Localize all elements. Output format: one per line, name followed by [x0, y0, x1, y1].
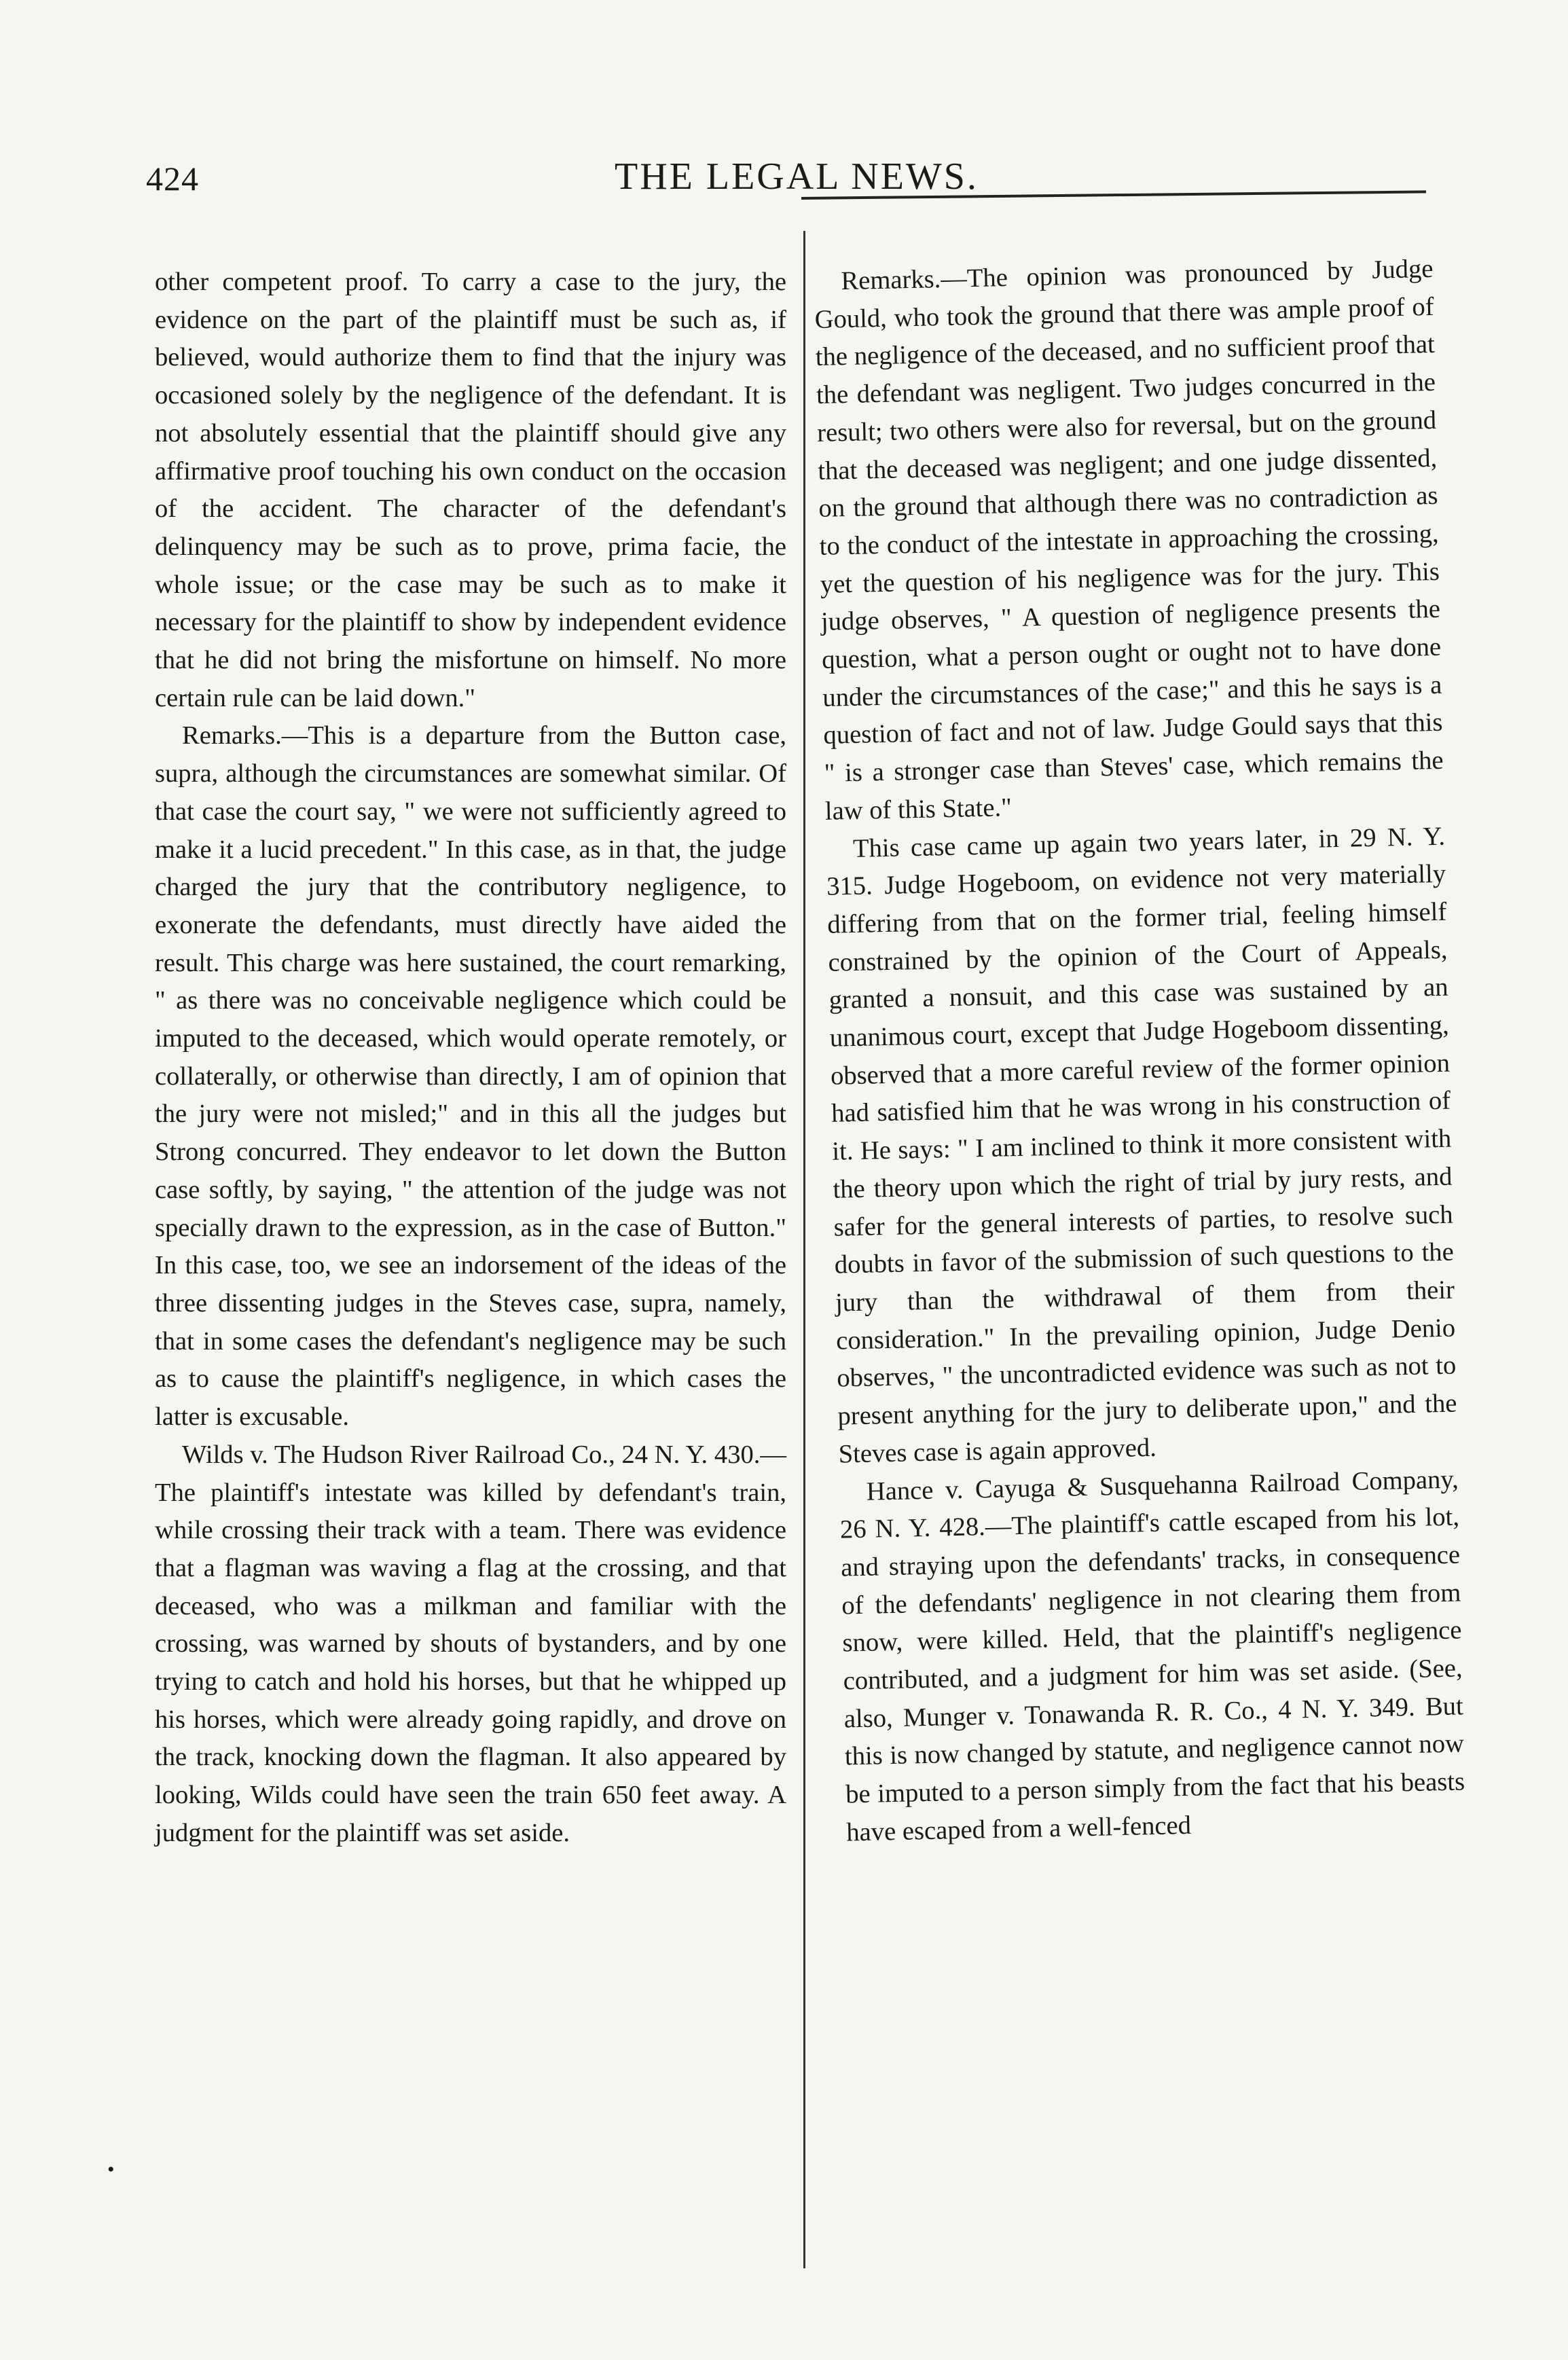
right-column	[814, 251, 1466, 1852]
page-header	[146, 155, 1429, 209]
right-paragraph-2: This case came up again two years later, in 29 N. Y. 315. Judge Hogeboom, on evidence not very materially differing from that on the former trial, feeling himself constrained by the opinion of the Court of Appeals, granted a nonsuit, and this case was sustained by an unanimous court, except that Judge Hogeboom dissenting, observed that a more careful review of the former opinion had satisfied him that he was wrong in his construction of it. He says: " I am inclined to think it more consistent with the theory upon which the right of trial by jury rests, and safer for the general interests of parties, to resolve such doubts in favor of the submission of such questions to the jury than the withdrawal of them from their consideration." In the prevailing opinion, Judge Denio observes, " the uncontradicted evidence was such as not to present anything for the jury to deliberate upon," and the Steves case is again approved.	[826, 822, 1457, 1469]
left-paragraph-1: other competent proof. To carry a case to the jury, the evidence on the part of the plaintiff must be such as, if believed, would authorize them to find that the injury was occasioned solely by the negligence of the defendant. It is not absolutely essential that the plaintiff should give any affirmative proof touching his own conduct on the occasion of the accident. The character of the defendant's delinquency may be such as to prove, prima facie, the whole issue; or the case may be such as to make it necessary for the plaintiff to show by independent evidence that he did not bring the misfortune on himself. No more certain rule can be laid down."	[155, 268, 786, 712]
right-paragraph-1: Remarks.—The opinion was pronounced by Judge Gould, who took the ground that there was ample proof of the negligence of the deceased, and no sufficient proof that the defendant was negligent. Two judges concurred in the result; two others were also for reversal, but on the ground that the deceased was negligent; and one judge dissented, on the ground that although there was no contradiction as to the conduct of the intestate in approaching the crossing, yet the question of his negligence was for the jury. This judge observes, " A question of negligence presents the question, what a person ought or ought not to have done under the circumstances of the case;" and this he says is a question of fact and not of law. Judge Gould says that this " is a stronger case than Steves' case, which remains the law of this State."	[814, 254, 1444, 826]
page-number: 424	[146, 160, 199, 198]
left-paragraph-2: Remarks.—This is a departure from the Button case, supra, although the circumstances are somewhat similar. Of that case the court say, " we were not sufficiently agreed to make it a lucid precedent." In this case, as in that, the judge charged the jury that the contributory negligence, to exonerate the defendants, must directly have aided the result. This charge was here sustained, the court remarking, " as there was no conceivable negligence which could be imputed to the deceased, which would operate remotely, or collaterally, or otherwise than directly, I am of opinion that the jury were not misled;" and in this all the judges but Strong concurred. They endeavor to let down the Button case softly, by saying, " the attention of the judge was not specially drawn to the expression, as in the case of Button." In this case, too, we see an indorsement of the ideas of the three dissenting judges in the Steves case, supra, namely, that in some cases the defendant's negligence may be such as to cause the plaintiff's negligence, in which cases the latter is excusable.	[155, 721, 786, 1432]
column-divider	[803, 231, 805, 2268]
left-paragraph-3: Wilds v. The Hudson River Railroad Co., 24 N. Y. 430.—The plaintiff's intestate was killed by defendant's train, while crossing their track with a team. There was evidence that a flagman was waving a flag at the crossing, and that deceased, who was a milkman and familiar with the crossing, was warned by shouts of bystanders, and by one trying to catch and hold his horses, but that he whipped up his horses, which were already going rapidly, and drove on the track, knocking down the flagman. It also appeared by looking, Wilds could have seen the train 650 feet away. A judgment for the plaintiff was set aside.	[155, 1440, 786, 1847]
left-column	[155, 264, 786, 1853]
margin-mark-icon: •	[107, 2158, 115, 2181]
right-paragraph-3: Hance v. Cayuga & Susquehanna Railroad Company, 26 N. Y. 428.—The plaintiff's cattle escaped from his lot, and straying upon the defendants' tracks, in consequence of the defendants' negligence in not clearing them from snow, were killed. Held, that the plaintiff's negligence contributed, and a judgment for him was set aside. (See, also, Munger v. Tonawanda R. R. Co., 4 N. Y. 349. But this is now changed by statute, and negligence cannot now be imputed to a person simply from the fact that his beasts have escaped from a well-fenced	[839, 1465, 1465, 1847]
running-title: THE LEGAL NEWS.	[615, 156, 979, 198]
